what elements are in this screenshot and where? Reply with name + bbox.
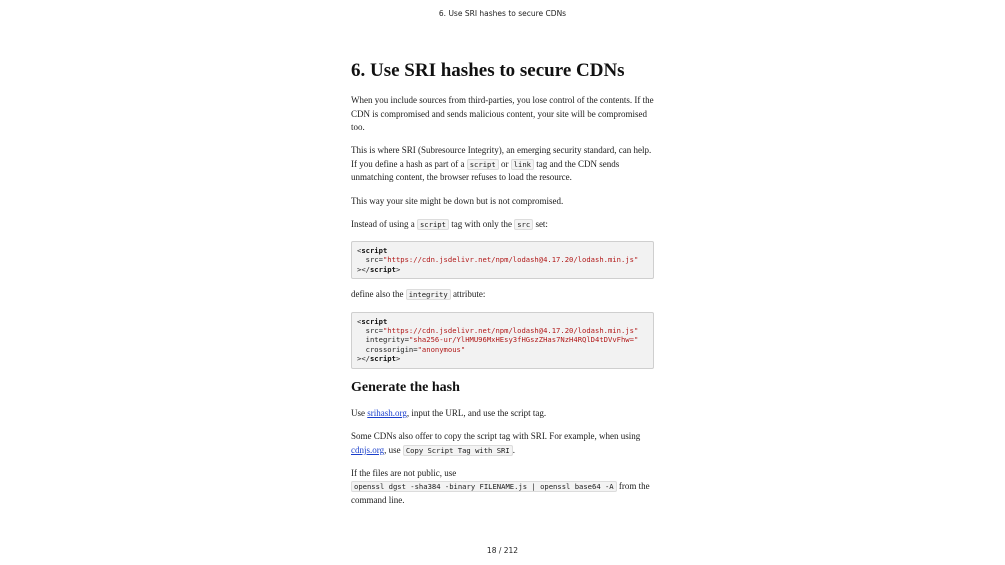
running-header: 6. Use SRI hashes to secure CDNs (438, 9, 567, 18)
srihash-link[interactable]: srihash.org (367, 408, 407, 419)
inline-code-integrity: integrity (406, 289, 451, 300)
section-heading-generate-hash: Generate the hash (351, 380, 460, 396)
code-tag: script (369, 354, 396, 364)
text: Use (351, 408, 368, 419)
paragraph-site-down: This way your site might be down but is not compromised. (351, 195, 564, 206)
code-block-script-src (351, 241, 654, 279)
code-punct: < (357, 316, 362, 326)
document-body (351, 58, 654, 517)
page-title: 6. Use SRI hashes to secure CDNs (351, 60, 625, 81)
text: Instead of using a (351, 218, 417, 229)
inline-code-script: script (417, 219, 449, 230)
code-block-script-integrity (351, 312, 654, 369)
code-attr: crossorigin= (357, 344, 418, 354)
cdnjs-link[interactable]: cdnjs.org (351, 444, 385, 455)
text: define also the (351, 289, 406, 300)
inline-code-script: script (467, 159, 499, 170)
code-string: "anonymous" (417, 344, 466, 354)
page-number: 18 / 212 (486, 546, 519, 555)
text: , input the URL, and use the script tag. (406, 408, 547, 419)
text: , use (384, 444, 403, 455)
code-tag: script (361, 245, 388, 255)
inline-code-link: link (511, 159, 534, 170)
text: attribute: (450, 289, 486, 300)
code-punct: > (395, 264, 401, 274)
paragraph-sri-explanation (351, 144, 654, 185)
code-attr: src= (357, 325, 383, 335)
code-string: "https://cdn.jsdelivr.net/npm/lodash@4.17.20/lodash.min.js" (382, 325, 639, 335)
paragraph-openssl (351, 467, 654, 508)
text: Some CDNs also offer to copy the script tag with SRI. For example, when using (351, 431, 641, 442)
inline-code-copy-script-tag: Copy Script Tag with SRI (403, 445, 513, 456)
text: This is where SRI (Subresource Integrity), an emerging security standard, can help. If you define a hash as part of a (351, 145, 652, 169)
paragraph-intro: When you include sources from third-parties, you lose control of the contents. If the CDN is compromised and sends malicious content, your site will be compromised too. (351, 95, 654, 133)
text: set: (533, 218, 548, 229)
text: tag and the CDN sends unmatching content, the browser refuses to load the resource. (351, 158, 620, 183)
code-punct: ></ (357, 354, 370, 364)
code-attr: integrity= (357, 335, 409, 345)
code-punct: < (357, 245, 362, 255)
code-punct: ></ (357, 264, 370, 274)
text: tag with only the (448, 218, 515, 229)
text: from the command line. (351, 481, 650, 506)
code-tag: script (361, 316, 388, 326)
code-string: "sha256-ur/YlHMU96MxHEsy3fHGszZHas7NzH4RQlD4tDVvFhw=" (408, 335, 639, 345)
text: or (498, 158, 511, 169)
code-attr: src= (357, 255, 383, 265)
code-string: "https://cdn.jsdelivr.net/npm/lodash@4.17.20/lodash.min.js" (382, 255, 639, 265)
inline-code-openssl-command: openssl dgst -sha384 -binary FILENAME.js | openssl base64 -A (351, 481, 617, 492)
code-punct: > (395, 354, 401, 364)
text: If the files are not public, use (351, 467, 457, 478)
code-tag: script (369, 264, 396, 274)
text: . (512, 444, 515, 455)
paragraph-instead (351, 218, 654, 232)
paragraph-define-integrity (351, 288, 654, 302)
paragraph-cdns-offer (351, 430, 654, 457)
inline-code-src: src (514, 219, 533, 230)
paragraph-use-srihash (351, 407, 654, 421)
